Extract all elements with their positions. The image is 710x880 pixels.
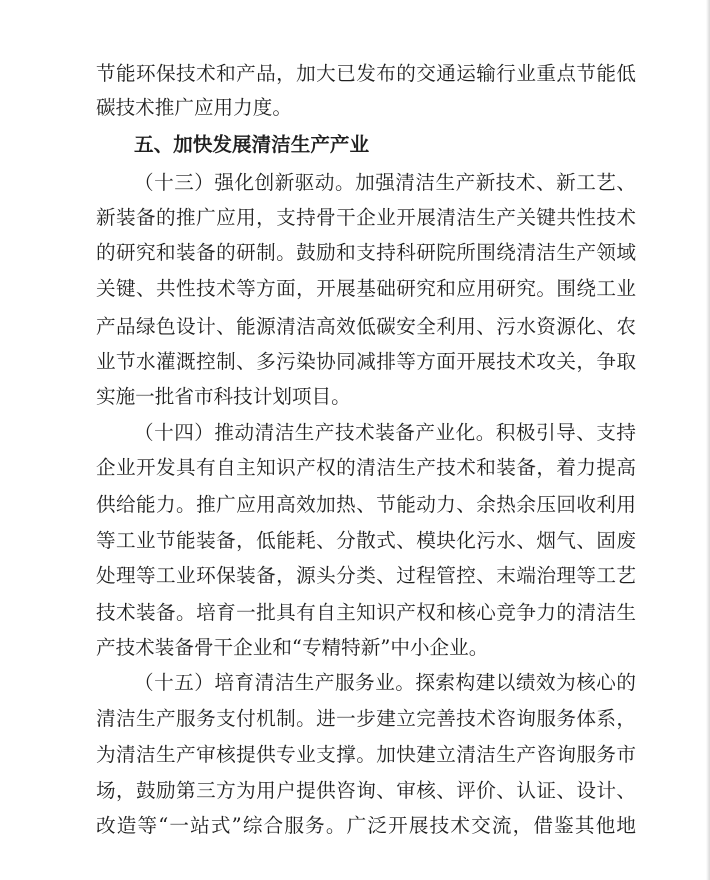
text-line: 碳技术推广应用力度。	[96, 96, 292, 119]
page-edge-shadow	[706, 0, 710, 880]
paragraph-first-line: （十四）推动清洁生产技术装备产业化。积极引导、支持	[134, 421, 636, 444]
text-line: 场，鼓励第三方为用户提供咨询、审核、评价、认证、设计、	[96, 779, 636, 802]
text-line: 供给能力。推广应用高效加热、节能动力、余热余压回收利用	[96, 493, 636, 516]
text-line: 处理等工业环保装备，源头分类、过程管控、末端治理等工艺	[96, 564, 636, 587]
text-line: 为清洁生产审核提供专业支撑。加快建立清洁生产咨询服务市	[96, 743, 636, 766]
text-line: 节能环保技术和产品，加大已发布的交通运输行业重点节能低	[96, 62, 636, 85]
text-line: 关键、共性技术等方面，开展基础研究和应用研究。围绕工业	[96, 277, 636, 300]
text-line: 企业开发具有自主知识产权的清洁生产技术和装备，着力提高	[96, 456, 636, 479]
paragraph-first-line: （十五）培育清洁生产服务业。探索构建以绩效为核心的	[134, 671, 636, 694]
text-line: 新装备的推广应用，支持骨干企业开展清洁生产关键共性技术	[96, 206, 636, 229]
text-line: 等工业节能装备，低能耗、分散式、模块化污水、烟气、固废	[96, 529, 636, 552]
section-heading: 五、加快发展清洁生产产业	[134, 133, 370, 156]
text-line: 技术装备。培育一批具有自主知识产权和核心竞争力的清洁生	[96, 601, 636, 624]
text-line: 产品绿色设计、能源清洁高效低碳安全利用、污水资源化、农	[96, 315, 636, 338]
text-line: 的研究和装备的研制。鼓励和支持科研院所围绕清洁生产领域	[96, 241, 636, 264]
paragraph-first-line: （十三）强化创新驱动。加强清洁生产新技术、新工艺、	[134, 171, 636, 194]
text-line: 清洁生产服务支付机制。进一步建立完善技术咨询服务体系，	[96, 707, 636, 730]
text-line: 业节水灌溉控制、多污染协同减排等方面开展技术攻关，争取	[96, 350, 636, 373]
text-line: 改造等“一站式”综合服务。广泛开展技术交流，借鉴其他地	[96, 814, 636, 837]
text-line: 产技术装备骨干企业和“专精特新”中小企业。	[96, 636, 489, 659]
text-line: 实施一批省市科技计划项目。	[96, 385, 351, 408]
